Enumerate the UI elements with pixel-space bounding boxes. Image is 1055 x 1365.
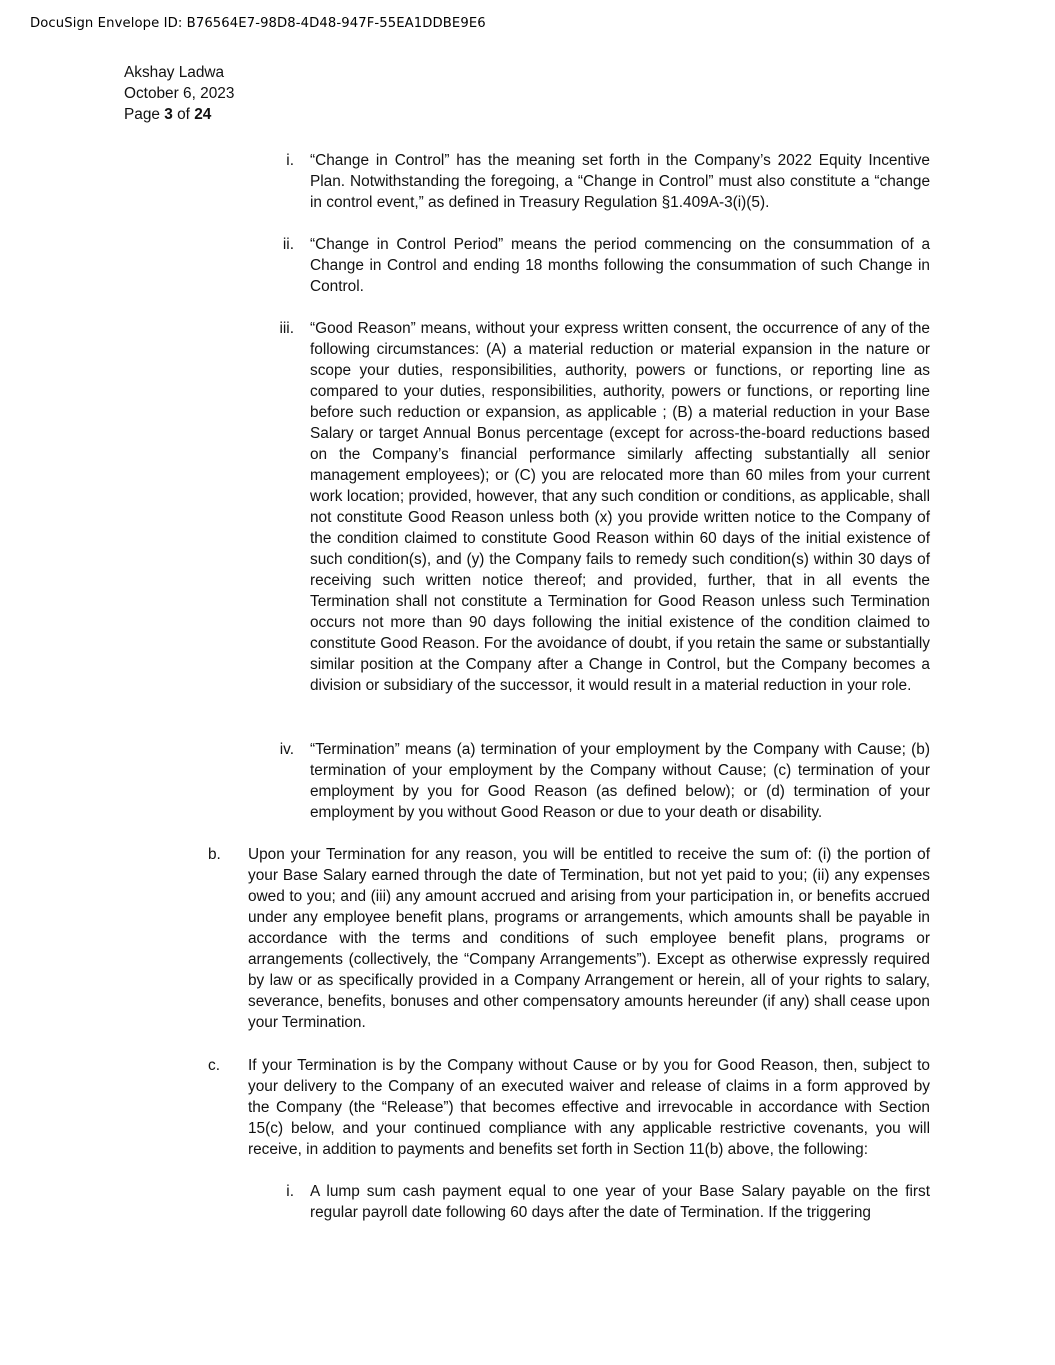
- letter-header: [124, 62, 234, 125]
- definition-change-in-control: [286, 150, 930, 213]
- list-marker: b.: [208, 846, 221, 863]
- paragraph-text: “Change in Control” has the meaning set forth in the Company’s 2022 Equity Incentive Plan. Notwithstanding the foregoing, a “Change in Control” must also constitute a “change in control event,” as defined in Treasury Regulation §1.409A-3(i)(5).: [310, 152, 930, 211]
- letter-date: October 6, 2023: [124, 85, 235, 102]
- page-number: [124, 104, 234, 125]
- definition-change-in-control-period: [282, 234, 930, 297]
- page-of: of: [172, 106, 195, 123]
- list-marker: i.: [286, 1183, 294, 1200]
- docusign-envelope-id: DocuSign Envelope ID: B76564E7-98D8-4D48-947F-55EA1DDBE9E6: [30, 16, 486, 31]
- paragraph-text: “Termination” means (a) termination of your employment by the Company with Cause; (b) termination of your employment by the Company without Cause; (c) termination of your employment by you for Good Reason (as defined below); or (d) termination of your employment by you without Good Reason or due to your death or disability.: [310, 741, 930, 821]
- section-b-termination-entitlements: [208, 844, 930, 1033]
- list-marker: c.: [208, 1057, 220, 1074]
- paragraph-text: If your Termination is by the Company without Cause or by you for Good Reason, then, subject to your delivery to the Company of an executed waiver and release of claims in a form approved by the Company (the “Release”) that becomes effective and irrevocable in accordance with Section 15(c) below, and your continued compliance with any applicable restrictive covenants, you will receive, in addition to payments and benefits set forth in Section 11(b) above, the following:: [248, 1057, 930, 1158]
- recipient-name: Akshay Ladwa: [124, 64, 225, 81]
- paragraph-text: A lump sum cash payment equal to one year of your Base Salary payable on the first regular payroll date following 60 days after the date of Termination. If the triggering: [310, 1183, 930, 1221]
- definition-good-reason: [279, 318, 930, 696]
- paragraph-text: Upon your Termination for any reason, you will be entitled to receive the sum of: (i) the portion of your Base Salary earned through the date of Termination, but not yet paid to you; (ii) any expenses owed to you; and (iii) any amount accrued and arising from your participation in, or benefits accrued under any employee benefit plans, programs or arrangements, which amounts shall be payable in accordance with the terms and conditions of such employee benefit plans, programs or arrangements (collectively, the “Company Arrangements”). Except as otherwise expressly required by law or as specifically provided in a Company Arrangement or herein, all of your rights to salary, severance, benefits, bonuses and other compensatory amounts hereunder (if any) shall cease upon your Termination.: [248, 846, 930, 1031]
- list-marker: iii.: [279, 320, 294, 337]
- page-current: 3: [164, 106, 173, 123]
- paragraph-text: “Good Reason” means, without your express written consent, the occurrence of any of the following circumstances: (A) a material reduction or material expansion in the nature or scope your duties, responsibilities, authority, powers or functions, or reporting line as compared to your duties, responsibilities, authority, powers or functions, or reporting line before such reduction or expansion, as applicable ; (B) a material reduction in your Base Salary or target Annual Bonus percentage (except for across-the-board reductions based on the Company’s financial performance similarly affecting substantially all senior management employees); or (C) you are relocated more than 60 miles from your current work location; provided, however, that any such condition or conditions, as applicable, shall not constitute Good Reason unless both (x) you provide written notice to the Company of the condition claimed to constitute Good Reason within 60 days of the initial existence of such condition(s), and (y) the Company fails to remedy such condition(s) within 30 days of receiving such written notice thereof; and provided, further, that in all events the Termination shall not constitute a Termination for Good Reason unless such Termination occurs not more than 90 days following the initial existence of the condition claimed to constitute Good Reason. For the avoidance of doubt, if you retain the same or substantially similar position at the Company after a Change in Control, but the Company becomes a division or subsidiary of the successor, it would result in a material reduction in your role.: [310, 320, 930, 694]
- page-total: 24: [194, 106, 212, 123]
- list-marker: ii.: [282, 236, 294, 253]
- list-marker: iv.: [279, 741, 294, 758]
- sub-item-lump-sum-payment: [286, 1181, 930, 1223]
- list-marker: i.: [286, 152, 294, 169]
- section-c-severance-conditions: [208, 1055, 930, 1160]
- page-prefix: Page: [124, 106, 165, 123]
- definition-termination: [279, 739, 930, 823]
- paragraph-text: “Change in Control Period” means the period commencing on the consummation of a Change in Control and ending 18 months following the consummation of such Change in Control.: [310, 236, 930, 295]
